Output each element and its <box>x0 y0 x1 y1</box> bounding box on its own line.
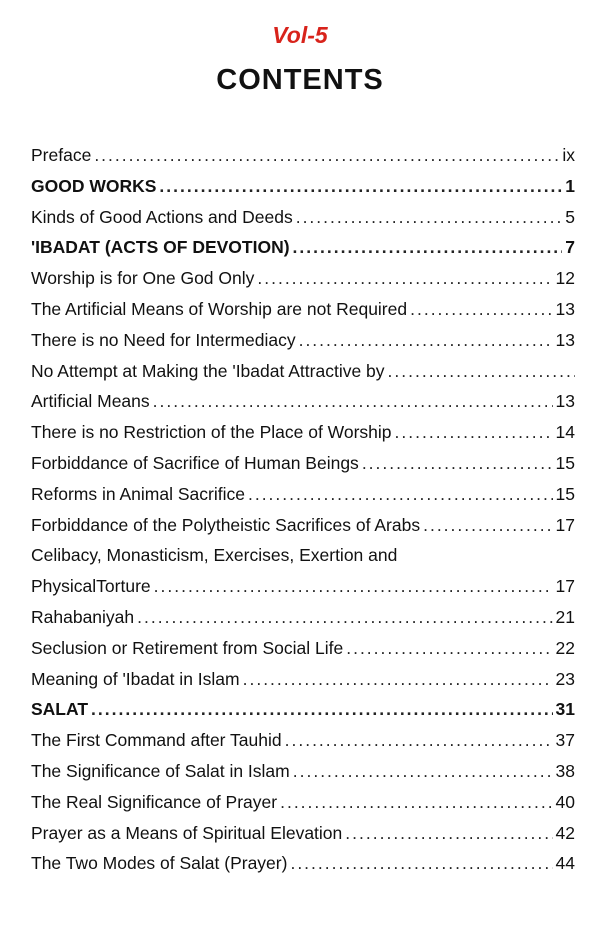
dot-leader <box>243 664 553 695</box>
toc-entry <box>31 540 575 571</box>
toc-entry-page-number: 17 <box>555 576 575 597</box>
toc-entry-title: SALAT <box>31 699 89 720</box>
dot-leader <box>296 202 563 233</box>
toc-entry <box>31 202 575 233</box>
dot-leader <box>280 787 552 818</box>
toc-entry-page-number: 15 <box>555 483 575 504</box>
page-title: CONTENTS <box>216 64 384 96</box>
toc-entry-title: Preface <box>31 145 92 165</box>
toc-entry-title: The First Command after Tauhid <box>31 730 282 751</box>
dot-leader <box>91 694 553 725</box>
dot-leader <box>94 140 559 171</box>
toc-entry-page-number: 40 <box>555 791 575 812</box>
toc-entry-title: Reforms in Animal Sacrifice <box>31 483 245 504</box>
toc-entry-page-number: ix <box>562 145 575 165</box>
dot-leader <box>293 756 553 787</box>
toc-entry-page-number: 13 <box>555 298 575 319</box>
toc-entry <box>31 448 575 479</box>
dot-leader <box>137 602 552 633</box>
toc-entry-title: The Artificial Means of Worship are not Required <box>31 298 408 319</box>
toc-entry <box>31 294 575 325</box>
dot-leader <box>395 417 553 448</box>
dot-leader <box>299 325 553 356</box>
toc-entry <box>31 479 575 510</box>
dot-leader <box>248 479 553 510</box>
dot-leader <box>159 171 562 202</box>
toc-entry <box>31 664 575 695</box>
toc-entry-page-number: 21 <box>555 606 575 627</box>
dot-leader <box>290 848 552 879</box>
toc-entry-title: There is no Need for Intermediacy <box>31 329 296 350</box>
dot-leader <box>388 356 575 387</box>
dot-leader <box>293 232 563 263</box>
toc-entry <box>31 571 575 602</box>
toc-entry <box>31 848 575 879</box>
toc-entry-page-number: 38 <box>555 760 575 781</box>
toc-entry <box>31 356 575 387</box>
toc-entry <box>31 232 575 263</box>
dot-leader <box>345 818 552 849</box>
toc-entry-title: Prayer as a Means of Spiritual Elevation <box>31 822 343 843</box>
toc-entry-title: There is no Restriction of the Place of Worship <box>31 422 392 443</box>
toc-entry-title: The Real Significance of Prayer <box>31 791 278 812</box>
toc-entry-title: 'IBADAT (ACTS OF DEVOTION) <box>31 237 290 258</box>
toc-entry-page-number: 13 <box>555 391 575 412</box>
toc-entry-page-number: 12 <box>555 268 575 289</box>
toc-entry-page-number: 13 <box>555 329 575 350</box>
toc-entry-page-number: 44 <box>555 853 575 874</box>
volume-label: Vol-5 <box>272 22 328 48</box>
table-of-contents <box>31 140 575 879</box>
toc-entry-title: Worship is for One God Only <box>31 268 255 289</box>
toc-entry <box>31 756 575 787</box>
toc-entry-page-number: 37 <box>555 730 575 751</box>
toc-entry-page-number: 1 <box>565 175 575 196</box>
toc-entry <box>31 263 575 294</box>
toc-entry <box>31 818 575 849</box>
toc-entry-title: Seclusion or Retirement from Social Life <box>31 637 344 658</box>
toc-entry <box>31 510 575 541</box>
toc-entry <box>31 386 575 417</box>
dot-leader <box>285 725 553 756</box>
toc-entry <box>31 140 575 171</box>
toc-entry <box>31 417 575 448</box>
toc-entry-page-number: 17 <box>555 514 575 535</box>
toc-entry-page-number: 22 <box>555 637 575 658</box>
toc-entry-title: Celibacy, Monasticism, Exercises, Exertion and <box>31 545 398 566</box>
dot-leader <box>257 263 552 294</box>
toc-entry-title: Meaning of 'Ibadat in Islam <box>31 668 240 689</box>
toc-entry-page-number: 15 <box>555 452 575 473</box>
toc-entry <box>31 325 575 356</box>
toc-entry-page-number: 7 <box>565 237 575 258</box>
dot-leader <box>154 571 553 602</box>
toc-entry-page-number: 5 <box>565 206 575 227</box>
toc-entry-title: GOOD WORKS <box>31 175 157 196</box>
toc-entry <box>31 171 575 202</box>
toc-entry-page-number: 14 <box>555 422 575 443</box>
dot-leader <box>346 633 552 664</box>
toc-entry-title: Forbiddance of the Polytheistic Sacrifices of Arabs <box>31 514 421 535</box>
toc-entry-page-number: 23 <box>555 668 575 689</box>
toc-entry-title: Forbiddance of Sacrifice of Human Beings <box>31 452 359 473</box>
toc-entry <box>31 694 575 725</box>
toc-entry-page-number: 31 <box>555 699 575 720</box>
toc-entry-title: The Two Modes of Salat (Prayer) <box>31 853 288 874</box>
toc-entry-title: Artificial Means <box>31 391 150 412</box>
toc-entry-page-number: 42 <box>555 822 575 843</box>
dot-leader <box>153 386 553 417</box>
toc-entry <box>31 633 575 664</box>
toc-entry <box>31 725 575 756</box>
toc-entry <box>31 787 575 818</box>
dot-leader <box>423 510 552 541</box>
toc-entry <box>31 602 575 633</box>
dot-leader <box>362 448 553 479</box>
toc-entry-title: Kinds of Good Actions and Deeds <box>31 206 293 227</box>
toc-entry-title: The Significance of Salat in Islam <box>31 760 290 781</box>
toc-entry-title: PhysicalTorture <box>31 576 151 597</box>
toc-entry-title: No Attempt at Making the 'Ibadat Attractive by <box>31 360 385 381</box>
dot-leader <box>410 294 552 325</box>
toc-entry-title: Rahabaniyah <box>31 606 135 627</box>
